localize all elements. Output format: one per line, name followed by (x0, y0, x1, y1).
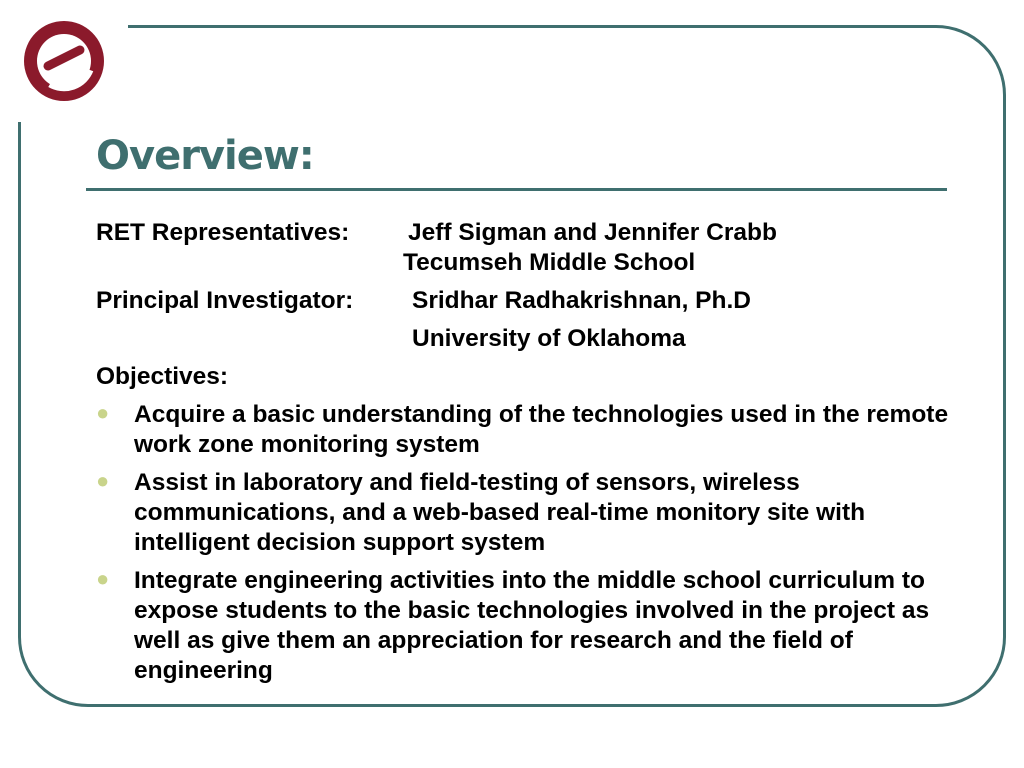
pi-institution-line (96, 324, 976, 354)
objectives-heading (96, 362, 976, 392)
pi-label: Principal Investigator: (96, 287, 354, 314)
objective-item (96, 400, 976, 460)
objective-item (96, 566, 976, 686)
objective-text: Integrate engineering activities into the middle school curriculum to expose students to the basic technologies involved in the project as well as give them an appreciation for research and the field of engineering (134, 567, 930, 684)
ret-line (96, 218, 976, 248)
objective-text: Acquire a basic understanding of the technologies used in the remote work zone monitoring system (134, 401, 949, 458)
objectives-list (96, 400, 976, 686)
ret-school: Tecumseh Middle School (403, 249, 696, 276)
ret-school-line (96, 248, 976, 278)
ret-label: RET Representatives: (96, 219, 350, 246)
objectives-label: Objectives: (96, 363, 229, 390)
pi-institution: University of Oklahoma (412, 325, 686, 352)
pi-line (96, 286, 976, 316)
title-divider (86, 188, 947, 191)
objective-text: Assist in laboratory and field-testing of sensors, wireless communications, and a web-based real-time monitory site with intelligent decision support system (134, 469, 866, 556)
e-logo-icon (20, 14, 108, 108)
slide-title: Overview: (96, 133, 314, 179)
bullet-dot-icon: ● (96, 400, 110, 425)
bullet-dot-icon: ● (96, 566, 110, 591)
objective-item (96, 468, 976, 558)
pi-name: Sridhar Radhakrishnan, Ph.D (412, 287, 751, 314)
ret-names: Jeff Sigman and Jennifer Crabb (408, 219, 777, 246)
bullet-dot-icon: ● (96, 468, 110, 493)
slide-body (96, 218, 976, 686)
